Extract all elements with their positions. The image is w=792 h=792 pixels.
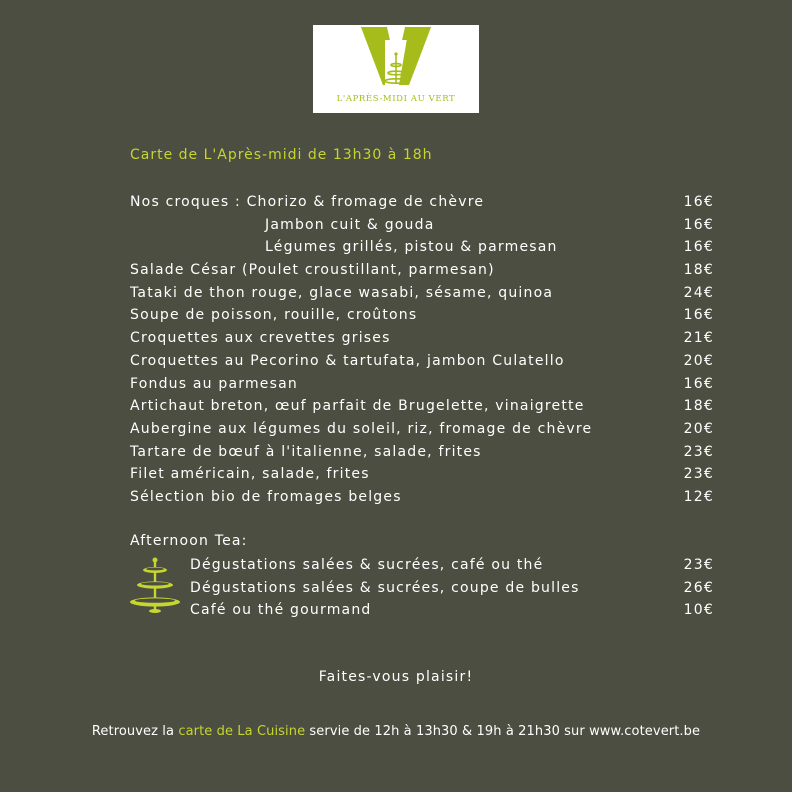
menu-list bbox=[130, 191, 714, 509]
menu-item bbox=[130, 214, 714, 237]
item-name: Légumes grillés, pistou & parmesan bbox=[265, 239, 558, 256]
footer-before: Retrouvez la bbox=[91, 724, 179, 739]
menu-item bbox=[130, 441, 714, 464]
item-price: 24€ bbox=[683, 284, 714, 301]
logo-text: L'APRÈS-MIDI AU VERT bbox=[336, 94, 456, 104]
item-price: 18€ bbox=[683, 398, 714, 415]
item-price: 16€ bbox=[683, 194, 714, 210]
afternoon-tea-list bbox=[130, 554, 714, 622]
item-price: 23€ bbox=[683, 466, 714, 483]
menu-item bbox=[130, 395, 714, 418]
item-price: 26€ bbox=[683, 579, 714, 596]
afternoon-tea-title: Afternoon Tea: bbox=[130, 533, 248, 549]
item-name: Soupe de poisson, rouille, croûtons bbox=[130, 307, 418, 324]
footer-link[interactable]: carte de La Cuisine bbox=[178, 724, 306, 739]
item-name: Aubergine aux légumes du soleil, riz, fromage de chèvre bbox=[130, 420, 593, 437]
item-price: 12€ bbox=[683, 488, 714, 505]
section-title: Carte de L'Après-midi de 13h30 à 18h bbox=[130, 147, 433, 163]
item-name: Filet américain, salade, frites bbox=[130, 466, 370, 483]
item-price: 21€ bbox=[683, 330, 714, 347]
item-name: Artichaut breton, œuf parfait de Brugelette, vinaigrette bbox=[130, 398, 585, 415]
tea-item bbox=[130, 554, 714, 577]
item-price: 23€ bbox=[683, 443, 714, 460]
item-price: 16€ bbox=[683, 307, 714, 324]
menu-item bbox=[130, 373, 714, 396]
item-price: 20€ bbox=[683, 352, 714, 369]
menu-item bbox=[130, 236, 714, 259]
menu-item bbox=[130, 304, 714, 327]
item-name: Fondus au parmesan bbox=[130, 375, 298, 392]
footer-text bbox=[0, 724, 792, 739]
item-name: Nos croques : Chorizo & fromage de chèvre bbox=[130, 194, 485, 210]
item-name: Salade César (Poulet croustillant, parmesan) bbox=[130, 262, 495, 279]
footer-after: servie de 12h à 13h30 & 19h à 21h30 sur www.cotevert.be bbox=[305, 724, 701, 739]
closing-text: Faites-vous plaisir! bbox=[318, 669, 474, 685]
tea-item bbox=[130, 599, 714, 622]
item-name: Dégustations salées & sucrées, café ou thé bbox=[190, 557, 544, 573]
item-price: 18€ bbox=[683, 262, 714, 279]
menu-item bbox=[130, 259, 714, 282]
item-price: 10€ bbox=[683, 602, 714, 619]
item-price: 16€ bbox=[683, 375, 714, 392]
menu-item bbox=[130, 327, 714, 350]
menu-item bbox=[130, 191, 714, 214]
item-name: Tartare de bœuf à l'italienne, salade, frites bbox=[130, 443, 482, 460]
menu-item bbox=[130, 418, 714, 441]
tea-item bbox=[130, 577, 714, 600]
item-name: Tataki de thon rouge, glace wasabi, sésame, quinoa bbox=[130, 284, 554, 301]
item-price: 23€ bbox=[683, 557, 714, 573]
item-price: 16€ bbox=[683, 216, 714, 233]
item-price: 20€ bbox=[683, 420, 714, 437]
menu-item bbox=[130, 463, 714, 486]
menu-item bbox=[130, 486, 714, 509]
menu-item bbox=[130, 350, 714, 373]
item-name: Dégustations salées & sucrées, coupe de bulles bbox=[190, 579, 580, 596]
item-name: Croquettes au Pecorino & tartufata, jambon Culatello bbox=[130, 352, 565, 369]
item-name: Croquettes aux crevettes grises bbox=[130, 330, 391, 347]
item-name: Jambon cuit & gouda bbox=[265, 216, 435, 233]
menu-item bbox=[130, 282, 714, 305]
item-price: 16€ bbox=[683, 239, 714, 256]
brand-logo bbox=[313, 25, 479, 113]
item-name: Café ou thé gourmand bbox=[190, 602, 372, 619]
item-name: Sélection bio de fromages belges bbox=[130, 488, 402, 505]
